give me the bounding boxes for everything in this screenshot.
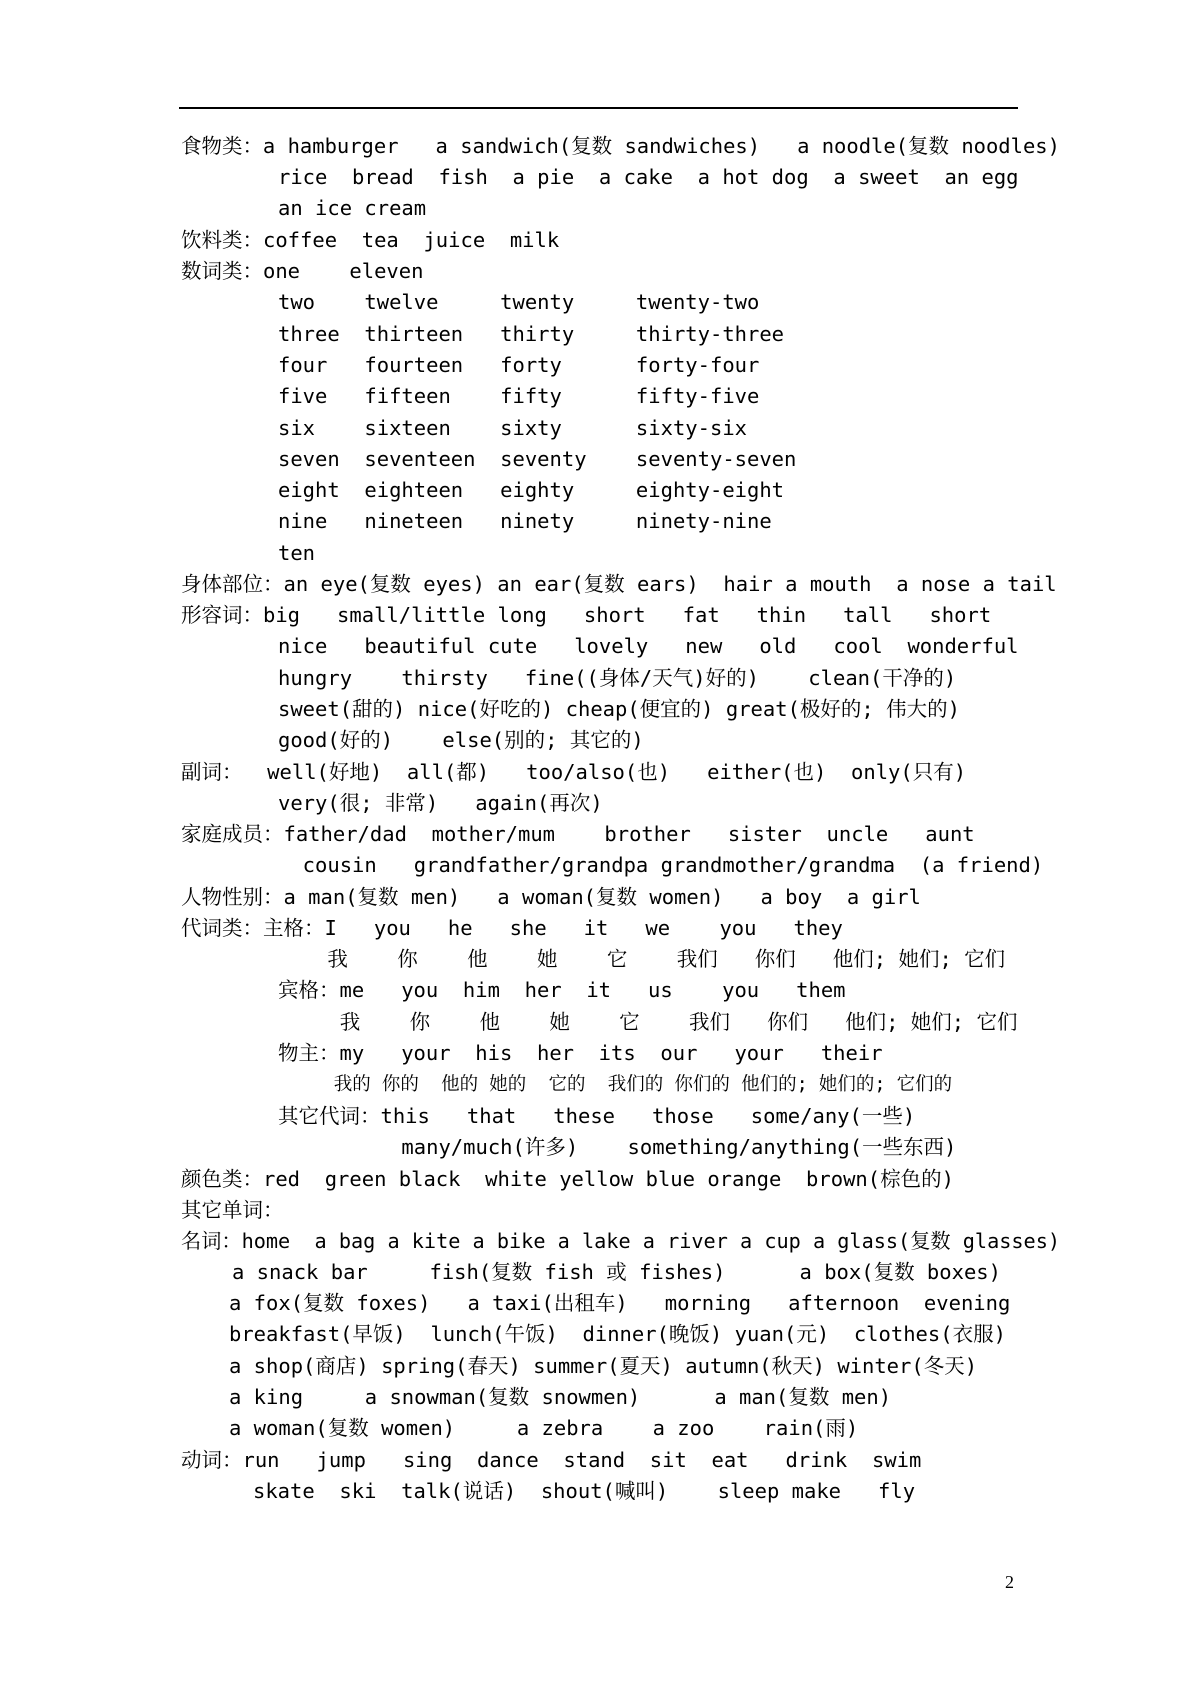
text-line-content: nice beautiful cute lovely new old cool wonderful	[278, 634, 1019, 658]
text-line-content: 我 你 他 她 它 我们 你们 他们; 她们; 它们	[278, 947, 1006, 971]
text-line-content: 数词类：one eleven	[181, 259, 424, 283]
text-line-content: 家庭成员：father/dad mother/mum brother sister uncle aunt	[181, 822, 975, 846]
text-line-content: hungry thirsty fine((身体/天气)好的) clean(干净的)	[278, 666, 957, 690]
text-line-content: 身体部位：an eye(复数 eyes) an ear(复数 ears) hair a mouth a nose a tail	[181, 572, 1057, 596]
text-line-content: 饮料类：coffee tea juice milk	[181, 228, 560, 252]
text-line-content: sweet(甜的) nice(好吃的) cheap(便宜的) great(极好的; 伟大的)	[278, 697, 960, 721]
text-line-content: 名词：home a bag a kite a bike a lake a river a cup a glass(复数 glasses)	[181, 1229, 1061, 1253]
text-line-content: 副词： well(好地) all(都) too/also(也) either(也) only(只有)	[181, 760, 967, 784]
text-line-content: three thirteen thirty thirty-three	[278, 322, 785, 346]
text-line-content: cousin grandfather/grandpa grandmother/grandma (a friend)	[278, 853, 1044, 877]
text-line-content: 我的 你的 他的 她的 它的 我们的 你们的 他们的; 她们的; 它们的	[278, 1074, 953, 1095]
page-number: 2	[1005, 1572, 1014, 1592]
text-line-content: four fourteen forty forty-four	[278, 353, 760, 377]
text-line-content: seven seventeen seventy seventy-seven	[278, 447, 797, 471]
text-line-content: nine nineteen ninety ninety-nine	[278, 509, 772, 533]
header-rule	[179, 107, 1018, 109]
text-line-content: 我 你 他 她 它 我们 你们 他们; 她们; 它们	[278, 1010, 1018, 1034]
text-line-content: 人物性别：a man(复数 men) a woman(复数 women) a boy a girl	[181, 885, 921, 909]
text-line-content: 形容词：big small/little long short fat thin tall short	[181, 603, 992, 627]
text-line-content: very(很; 非常) again(再次)	[278, 791, 603, 815]
text-line-content: six sixteen sixty sixty-six	[278, 416, 747, 440]
text-line-content: 其它单词：	[181, 1198, 284, 1222]
text-line-content: a woman(复数 women) a zebra a zoo rain(雨)	[229, 1416, 859, 1440]
text-line-content: 食物类：a hamburger a sandwich(复数 sandwiches) a noodle(复数 noodles)	[181, 134, 1060, 158]
text-line-content: a fox(复数 foxes) a taxi(出租车) morning afternoon evening	[229, 1291, 1011, 1315]
text-line-content: 其它代词：this that these those some/any(一些)	[278, 1104, 916, 1128]
text-line-content: skate ski talk(说话) shout(喊叫) sleep make fly	[253, 1479, 916, 1503]
text-line-content: 物主：my your his her its our your their	[278, 1041, 883, 1065]
text-line-content: an ice cream	[278, 196, 427, 220]
text-line-content: good(好的) else(别的; 其它的)	[278, 728, 644, 752]
text-line-content: 颜色类：red green black white yellow blue orange brown(棕色的)	[181, 1167, 954, 1191]
text-line-content: eight eighteen eighty eighty-eight	[278, 478, 785, 502]
text-line-content: a king a snowman(复数 snowmen) a man(复数 men)	[229, 1385, 892, 1409]
text-line-content: ten	[278, 541, 316, 565]
text-line-content: two twelve twenty twenty-two	[278, 290, 760, 314]
text-line-content: a shop(商店) spring(春天) summer(夏天) autumn(秋天) winter(冬天)	[229, 1354, 978, 1378]
text-line-content: many/much(许多) something/anything(一些东西)	[278, 1135, 957, 1159]
text-line-content: 宾格：me you him her it us you them	[278, 978, 846, 1002]
text-line-content: 代词类：主格：I you he she it we you they	[181, 916, 843, 940]
text-line-content: rice bread fish a pie a cake a hot dog a sweet an egg	[278, 165, 1019, 189]
text-line-content: breakfast(早饭) lunch(午饭) dinner(晚饭) yuan(元) clothes(衣服)	[229, 1322, 1006, 1346]
text-line-content: 动词：run jump sing dance stand sit eat drink swim	[181, 1448, 922, 1472]
text-line-content: five fifteen fifty fifty-five	[278, 384, 760, 408]
text-line-content: a snack bar fish(复数 fish 或 fishes) a box(复数 boxes)	[232, 1260, 1001, 1284]
